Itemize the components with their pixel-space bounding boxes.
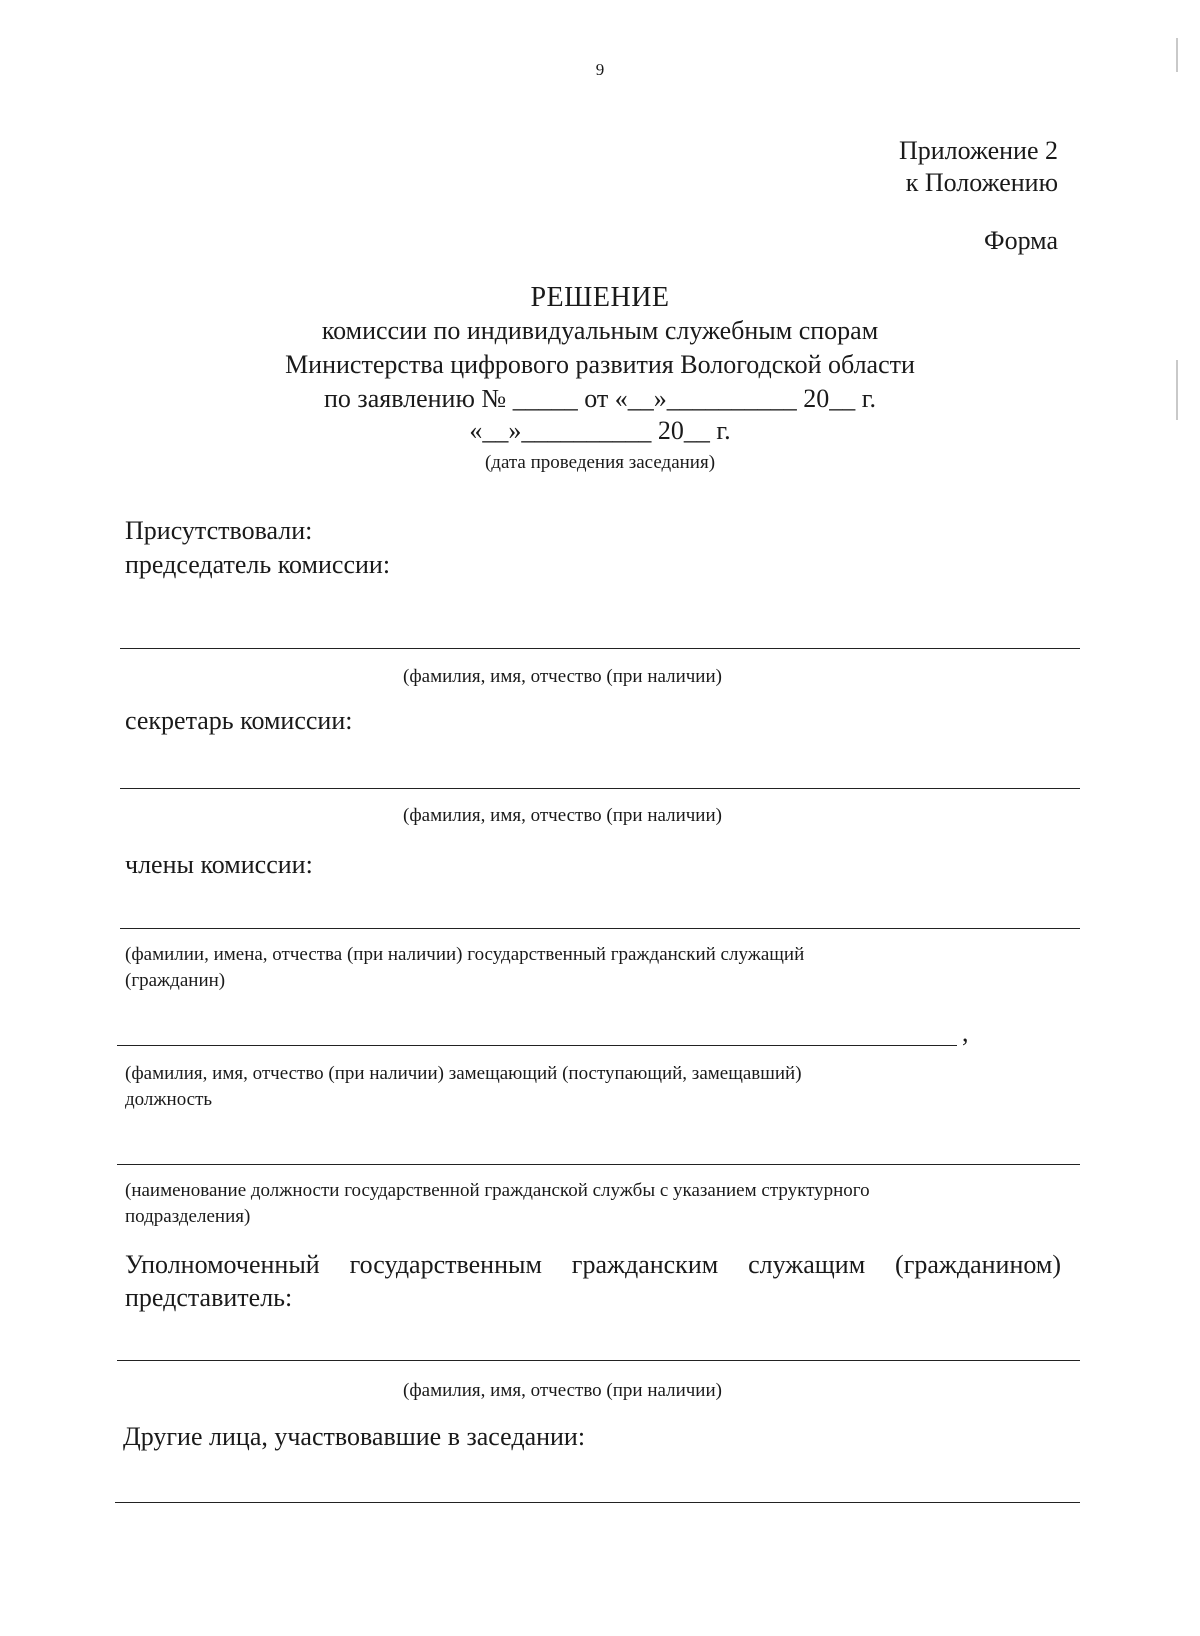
representative-label-line1: Уполномоченный государственным гражданским служащим (гражданином) bbox=[125, 1250, 1061, 1279]
chairman-input-line[interactable] bbox=[120, 648, 1080, 649]
chairman-caption: (фамилия, имя, отчество (при наличии) bbox=[403, 666, 722, 687]
secretary-label: секретарь комиссии: bbox=[125, 706, 353, 735]
employee-line-comma: , bbox=[962, 1018, 969, 1047]
employee-caption-line2: должность bbox=[125, 1089, 213, 1110]
document-title: РЕШЕНИЕ bbox=[530, 282, 670, 313]
annex-number: Приложение 2 bbox=[898, 136, 1058, 165]
title-line-ministry: Министерства цифрового развития Вологодской области bbox=[285, 350, 915, 379]
page-number: 9 bbox=[595, 60, 605, 79]
employee-caption-line1: (фамилия, имя, отчество (при наличии) замещающий (поступающий, замещавший) bbox=[125, 1063, 802, 1084]
title-line-meeting-date: «__»__________ 20__ г. bbox=[469, 416, 731, 445]
others-label: Другие лица, участвовавшие в заседании: bbox=[123, 1422, 586, 1451]
members-input-line[interactable] bbox=[120, 928, 1080, 929]
title-line-application: по заявлению № _____ от «__»__________ 20__ г. bbox=[324, 384, 876, 413]
members-caption-line1: (фамилии, имена, отчества (при наличии) государственный гражданский служащий bbox=[125, 944, 805, 965]
employee-input-line[interactable] bbox=[117, 1045, 957, 1046]
representative-caption: (фамилия, имя, отчество (при наличии) bbox=[403, 1380, 722, 1401]
secretary-caption: (фамилия, имя, отчество (при наличии) bbox=[403, 805, 722, 826]
members-caption-line2: (гражданин) bbox=[125, 970, 226, 991]
members-label: члены комиссии: bbox=[125, 850, 313, 879]
annex-reference: к Положению bbox=[905, 168, 1058, 197]
form-label: Форма bbox=[984, 226, 1058, 255]
meeting-date-hint: (дата проведения заседания) bbox=[484, 452, 716, 473]
scan-edge-mark bbox=[1176, 360, 1178, 420]
present-label: Присутствовали: bbox=[125, 516, 313, 545]
others-input-line[interactable] bbox=[115, 1502, 1080, 1503]
position-input-line[interactable] bbox=[117, 1164, 1080, 1165]
representative-input-line[interactable] bbox=[117, 1360, 1080, 1361]
position-caption-line1: (наименование должности государственной гражданской службы с указанием структурного bbox=[125, 1180, 870, 1201]
secretary-input-line[interactable] bbox=[120, 788, 1080, 789]
chairman-label: председатель комиссии: bbox=[125, 550, 391, 579]
position-caption-line2: подразделения) bbox=[125, 1206, 251, 1227]
representative-label-line2: представитель: bbox=[125, 1283, 293, 1312]
scan-edge-mark bbox=[1176, 38, 1178, 72]
title-line-commission: комиссии по индивидуальным служебным спорам bbox=[321, 316, 879, 345]
